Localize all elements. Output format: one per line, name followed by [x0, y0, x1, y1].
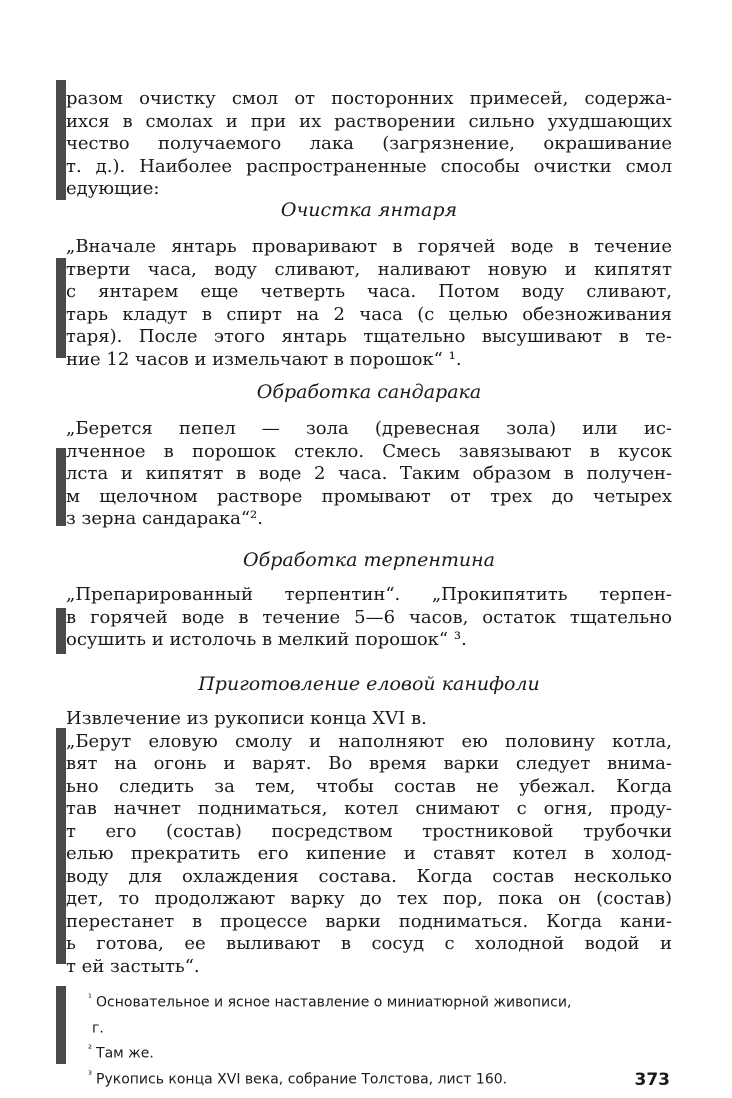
text-line: чество получаемого лака (загрязнение, окрашивание [66, 133, 672, 154]
text-line: м щелочном растворе промывают от трех до четырех [66, 485, 672, 507]
binding-shadow [56, 258, 66, 358]
text-line: воду для охлаждения состава. Когда состав несколько [66, 865, 672, 887]
text-line: тав начнет подниматься, котел снимают с огня, проду- [66, 798, 672, 819]
text-line: „Препарированный терпентин“. „Прокипятить терпен- [66, 584, 672, 605]
text-line: вят на огонь и варят. Во время варки следует внима- [66, 753, 672, 774]
text-line: таря). После этого янтарь тщательно высушивают в те- [66, 326, 672, 347]
intro-paragraph [66, 88, 672, 201]
section-heading: Приготовление еловой канифоли [198, 673, 540, 695]
section-paragraph [66, 236, 672, 371]
text-line: лченное в порошок стекло. Смесь завязывают в кусок [66, 440, 672, 462]
footnote [88, 988, 678, 1014]
text-line: с янтарем еще четверть часа. Потом воду сливают, [66, 281, 672, 302]
footnote [88, 1065, 678, 1091]
text-line: тарь кладут в спирт на 2 часа (с целью обезноживания [66, 303, 672, 325]
text-line: т его (состав) посредством тростниковой трубочки [66, 820, 672, 842]
footnote-text: Там же. [96, 1045, 154, 1062]
text-line: разом очистку смол от посторонних примесей, содержа- [66, 88, 672, 109]
footnote-text: Рукопись конца XVI века, собрание Толстова, лист 160. [96, 1071, 508, 1088]
section-paragraph [66, 418, 672, 531]
footnote-text: Основательное и ясное наставление о миниатюрной живописи, [96, 994, 572, 1011]
footnote [88, 1014, 678, 1040]
section-paragraph [66, 584, 672, 652]
text-line: лста и кипятят в воде 2 часа. Таким образом в получен- [66, 463, 672, 484]
binding-shadow [56, 608, 66, 654]
text-line: ние 12 часов и измельчают в порошок“ ¹. [66, 348, 462, 370]
text-line: перестанет в процессе варки подниматься. Когда кани- [66, 910, 672, 932]
binding-shadow [56, 80, 66, 200]
text-line: осушить и истолочь в мелкий порошок“ ³. [66, 629, 467, 650]
footnote-mark: ³ [88, 1069, 93, 1081]
text-line: елью прекратить его кипение и ставят котел в холод- [66, 843, 672, 864]
footnote-mark: ¹ [88, 993, 93, 1004]
footnotes [88, 988, 678, 1091]
text-line: тверти часа, воду сливают, наливают новую и кипятят [66, 258, 672, 280]
text-line: ихся в смолах и при их растворении сильно ухудшающих [66, 110, 672, 132]
text-line: т. д.). Наиболее распространенные способы очистки смол [66, 155, 672, 177]
binding-shadow [56, 986, 66, 1064]
text-line: „Вначале янтарь проваривают в горячей воде в течение [66, 236, 672, 257]
footnote-mark: ² [88, 1044, 93, 1056]
text-line: в горячей воде в течение 5—6 часов, остаток тщательно [66, 606, 672, 628]
section-heading: Обработка сандарака [256, 381, 482, 403]
section-heading: Обработка терпентина [243, 549, 495, 571]
text-line: „Берется пепел — зола (древесная зола) или ис- [66, 418, 672, 439]
footnote [88, 1039, 678, 1065]
text-line: т ей застыть“. [66, 955, 200, 977]
text-line: ь готова, ее выливают в сосуд с холодной водой и [66, 933, 672, 954]
section-heading: Очистка янтаря [280, 199, 458, 221]
text-line: дет, то продолжают варку до тех пор, пока он (состав) [66, 888, 672, 909]
footnote-text: г. [92, 1020, 104, 1037]
section-paragraph [66, 708, 672, 978]
page-number: 373 [634, 1070, 670, 1090]
binding-shadow [56, 728, 66, 964]
text-line: з зерна сандарака“². [66, 508, 263, 529]
binding-shadow [56, 448, 66, 526]
text-line: ьно следить за тем, чтобы состав не убежал. Когда [66, 775, 672, 797]
text-line: едующие: [66, 178, 160, 199]
text-line: „Берут еловую смолу и наполняют ею половину котла, [66, 730, 672, 752]
text-line: Извлечение из рукописи конца XVI в. [66, 708, 427, 729]
